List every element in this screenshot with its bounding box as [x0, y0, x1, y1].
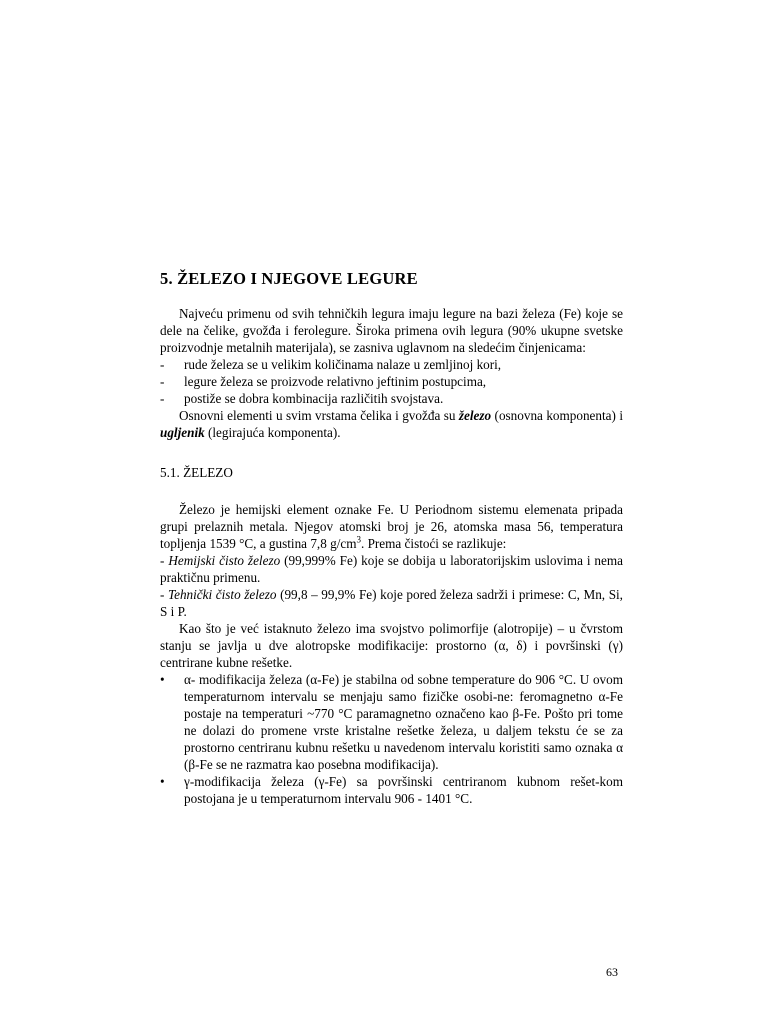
- iron-paragraph: Železo je hemijski element oznake Fe. U Periodnom sistemu elemenata pripada grupi prelaznih metala. Njegov atomski broj je 26, atomska masa 56, temperatura topljenja 1539 °C, a gustina 7,8 $g/cm^3$. Prema čistoći se razlikuje:: [160, 502, 623, 551]
- elements-paragraph: Osnovni elementi u svim vrstama čelika i gvožđa su železo (osnovna komponenta) i ugljenik (legirajuća komponenta).: [160, 408, 623, 440]
- list-item: • α- modifikacija železa (α-Fe) je stabilna od sobne temperature do 906 °C. U ovom temperaturnom intervalu se menjaju samo fizičke osobi-ne: feromagnetno α-Fe postaje na temperaturi ~770 °C paramagnetno označeno kao β-Fe. Pošto pri tome ne dolazi do promene vrste kristalne rešetke železa, u daljem tekstu će se za prostorno centriranu kubnu rešetku u navedenom intervalu koristiti samo oznaka α (β-Fe se ne razmatra kao posebna modifikacija).: [160, 671, 623, 773]
- list-item: • γ-modifikacija železa (γ-Fe) sa površinski centriranom kubnom rešet-kom postojana je u temperaturnom intervalu 906 - 1401 °C.: [160, 773, 623, 807]
- page-number: 63: [606, 965, 618, 979]
- modification-list: [160, 671, 623, 807]
- intro-paragraph: Najveću primenu od svih tehničkih legura imaju legure na bazi železa (Fe) koje se dele na čelike, gvožđa i ferolegure. Široka primena ovih legura (90% ukupne svetske proizvodnje metalnih materijala), se zasniva uglavnom na sledećim činjenicama:: [160, 306, 623, 355]
- purity-item-chemical: - Hemijski čisto železo (99,999% Fe) koje se dobija u laboratorijskim uslovima i nema praktičnu primenu.: [160, 553, 623, 585]
- list-item: - rude železa se u velikim količinama nalaze u zemljinoj kori,: [160, 356, 623, 373]
- document-page: [160, 270, 623, 807]
- chapter-title: 5. ŽELEZO I NJEGOVE LEGURE: [160, 269, 418, 288]
- emphasis-ugljenik: ugljenik: [160, 425, 205, 440]
- list-item: - postiže se dobra kombinacija različitih svojstava.: [160, 390, 623, 407]
- purity-item-technical: - Tehnički čisto železo (99,8 – 99,9% Fe) koje pored železa sadrži i primese: C, Mn, Si, S i P.: [160, 587, 623, 619]
- polymorphism-paragraph: Kao što je već istaknuto železo ima svojstvo polimorfije (alotropije) – u čvrstom stanju se javlja u dve alotropske modifikacije: prostorno (α, δ) i površinski (γ) centrirane kubne rešetke.: [160, 621, 623, 670]
- list-item: - legure železa se proizvode relativno jeftinim postupcima,: [160, 373, 623, 390]
- emphasis-zelezo: železo: [458, 408, 492, 423]
- facts-list: [160, 356, 623, 407]
- section-heading: 5.1. ŽELEZO: [160, 465, 233, 480]
